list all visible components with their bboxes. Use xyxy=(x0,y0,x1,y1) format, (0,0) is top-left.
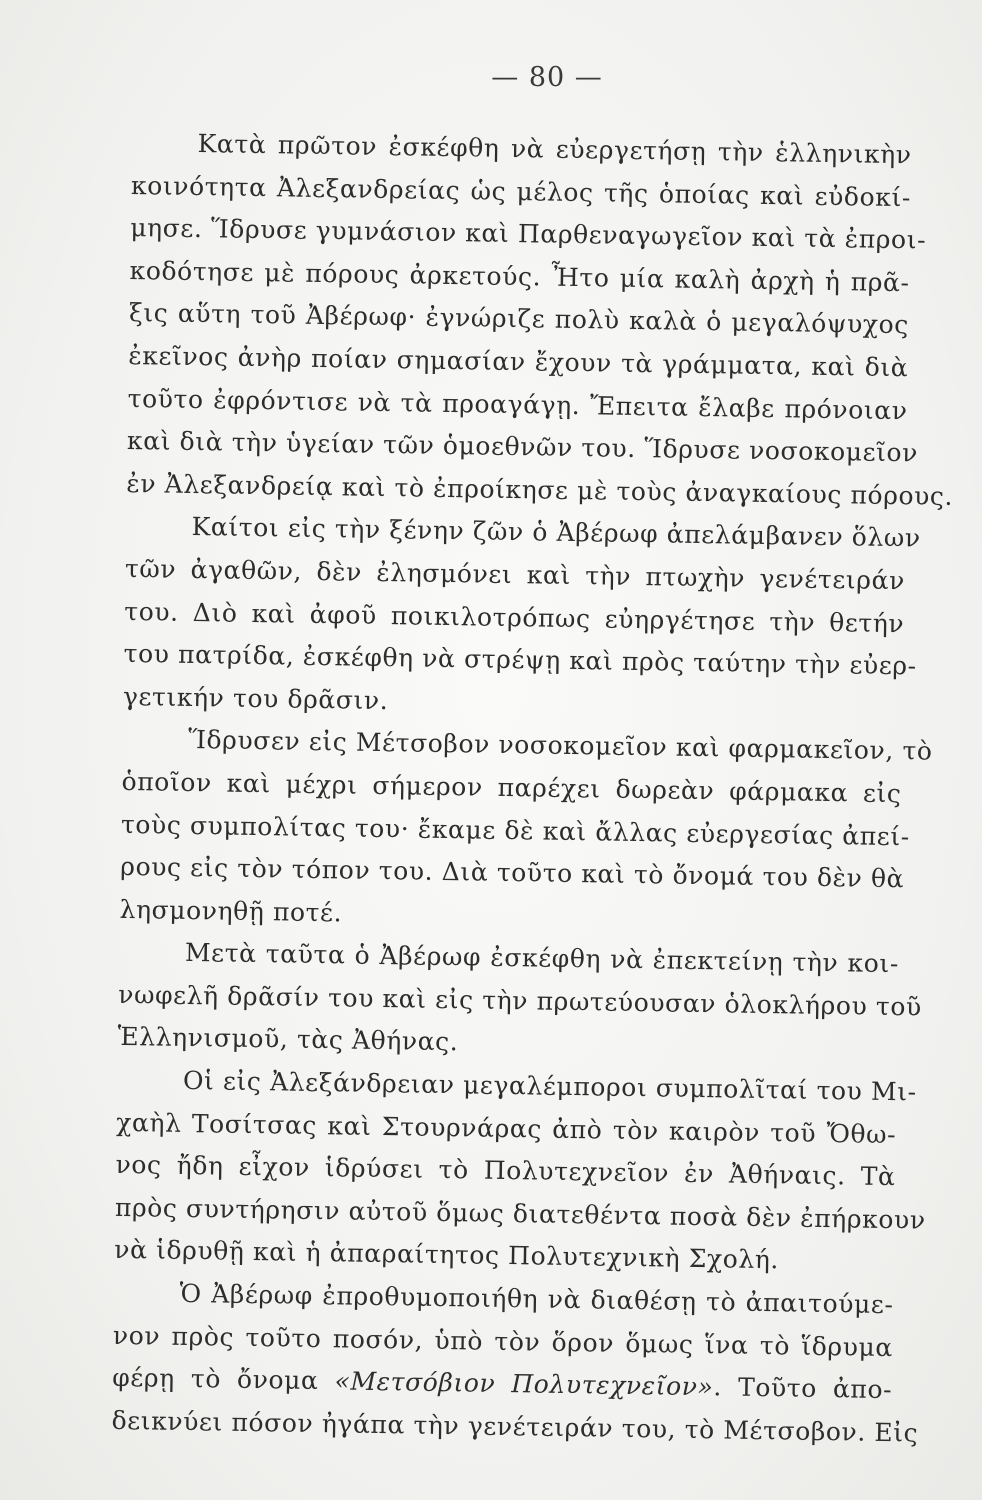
text-line: κοδότησε μὲ πόρους ἀρκετούς. Ἦτο μία καλὴ ἀρχὴ ἡ πρᾶ- xyxy=(129,255,910,298)
text-line: τῶν ἀγαθῶν, δὲν ἐλησμόνει καὶ τὴν πτωχὴν γενέτειράν xyxy=(124,553,906,596)
text-line: γετικήν του δρᾶσιν. xyxy=(122,681,389,715)
text-line: ὁποῖον καὶ μέχρι σήμερον παρέχει δωρεὰν φάρμακα εἰς xyxy=(121,766,902,809)
text-line: ρους εἰς τὸν τόπον του. Διὰ τοῦτο καὶ τὸ ὄνομά του δὲν θὰ xyxy=(120,852,905,894)
text-line: ἐν Ἀλεξανδρείᾳ καὶ τὸ ἐπροίκησε μὲ τοὺς ἀναγκαίους πόρους. xyxy=(126,468,954,511)
body-text xyxy=(111,122,954,1454)
text-line: Μετὰ ταῦτα ὁ Ἀβέρωφ ἐσκέφθη νὰ ἐπεκτείνῃ τὴν κοι- xyxy=(184,938,900,979)
text-line: μησε. Ἵδρυσε γυμνάσιον καὶ Παρθεναγωγεῖον καὶ τὰ ἐπροι- xyxy=(130,213,927,255)
text-line: Ἵδρυσεν εἰς Μέτσοβον νοσοκομεῖον καὶ φαρμακεῖον, τὸ xyxy=(188,725,933,766)
text-line: κοινότητα Ἀλεξανδρείας ὡς μέλος τῆς ὁποίας καὶ εὐδοκί- xyxy=(130,170,912,212)
text-line: λησμονηθῇ ποτέ. xyxy=(119,894,343,928)
text-line: νον πρὸς τοῦτο ποσόν, ὑπὸ τὸν ὅρον ὅμως ἵνα τὸ ἵδρυμα xyxy=(112,1320,894,1362)
text-line: Ὁ Ἀβέρωφ ἐπροθυμοποιήθη νὰ διαθέσῃ τὸ ἀπαιτούμε- xyxy=(179,1278,894,1320)
text-line: καὶ διὰ τὴν ὑγείαν τῶν ὁμοεθνῶν του. Ἵδρυσε νοσοκομεῖον xyxy=(126,426,919,468)
text-line: Κατὰ πρῶτον ἐσκέφθη νὰ εὐεργετήσῃ τὴν ἑλληνικὴν xyxy=(197,129,912,170)
text-line: νος ἤδη εἶχον ἱδρύσει τὸ Πολυτεχνεῖον ἐν Ἀθήναις. Τὰ xyxy=(115,1150,896,1192)
text-span: φέρῃ τὸ ὄνομα xyxy=(112,1363,319,1396)
italic-title: «Μετσόβιον Πολυτεχνεῖον» xyxy=(334,1366,714,1402)
text-line: πρὸς συντήρησιν αὐτοῦ ὅμως διατεθέντα ποσὰ δὲν ἐπήρκουν xyxy=(114,1192,926,1235)
text-line: νωφελῆ δρᾶσίν του καὶ εἰς τὴν πρωτεύουσαν ὁλοκλήρου τοῦ xyxy=(118,979,923,1022)
text-line: δεικνύει πόσον ἠγάπα τὴν γενέτειράν του, τὸ Μέτσοβον. Εἰς xyxy=(111,1405,919,1448)
text-line: ἐκεῖνος ἀνὴρ ποίαν σημασίαν ἔχουν τὰ γράμματα, καὶ διὰ xyxy=(128,340,909,383)
text-line: Οἱ εἰς Ἀλεξάνδρειαν μεγαλέμποροι συμπολῖταί του Μι- xyxy=(182,1065,917,1107)
text-line: ξις αὕτη τοῦ Ἀβέρωφ· ἐγνώριζε πολὺ καλὰ ὁ μεγαλόψυχος xyxy=(128,298,910,340)
text-line: νὰ ἱδρυθῇ καὶ ἡ ἀπαραίτητος Πολυτεχνικὴ Σχολή. xyxy=(114,1235,780,1275)
text-line: του πατρίδα, ἐσκέφθη νὰ στρέψῃ καὶ πρὸς ταύτην τὴν εὐερ- xyxy=(123,639,917,681)
text-line: τοῦτο ἐφρόντισε νὰ τὰ προαγάγῃ. Ἔπειτα ἔλαβε πρόνοιαν xyxy=(127,383,908,425)
page-number: — 80 — xyxy=(491,62,603,93)
text-line: χαὴλ Τοσίτσας καὶ Στουρνάρας ἀπὸ τὸν καιρὸν τοῦ Ὄθω- xyxy=(116,1107,897,1149)
text-span: . Τοῦτο ἀπο- xyxy=(713,1372,893,1405)
text-line: Καίτοι εἰς τὴν ξένην ζῶν ὁ Ἀβέρωφ ἀπελάμβανεν ὅλων xyxy=(191,512,921,553)
text-line: του. Διὸ καὶ ἀφοῦ ποικιλοτρόπως εὐηργέτησε τὴν θετήν xyxy=(124,596,905,638)
text-line: τοὺς συμπολίτας του· ἔκαμε δὲ καὶ ἄλλας εὐεργεσίας ἀπεί- xyxy=(120,809,911,851)
text-line: Ἑλληνισμοῦ, τὰς Ἀθήνας. xyxy=(117,1022,459,1057)
